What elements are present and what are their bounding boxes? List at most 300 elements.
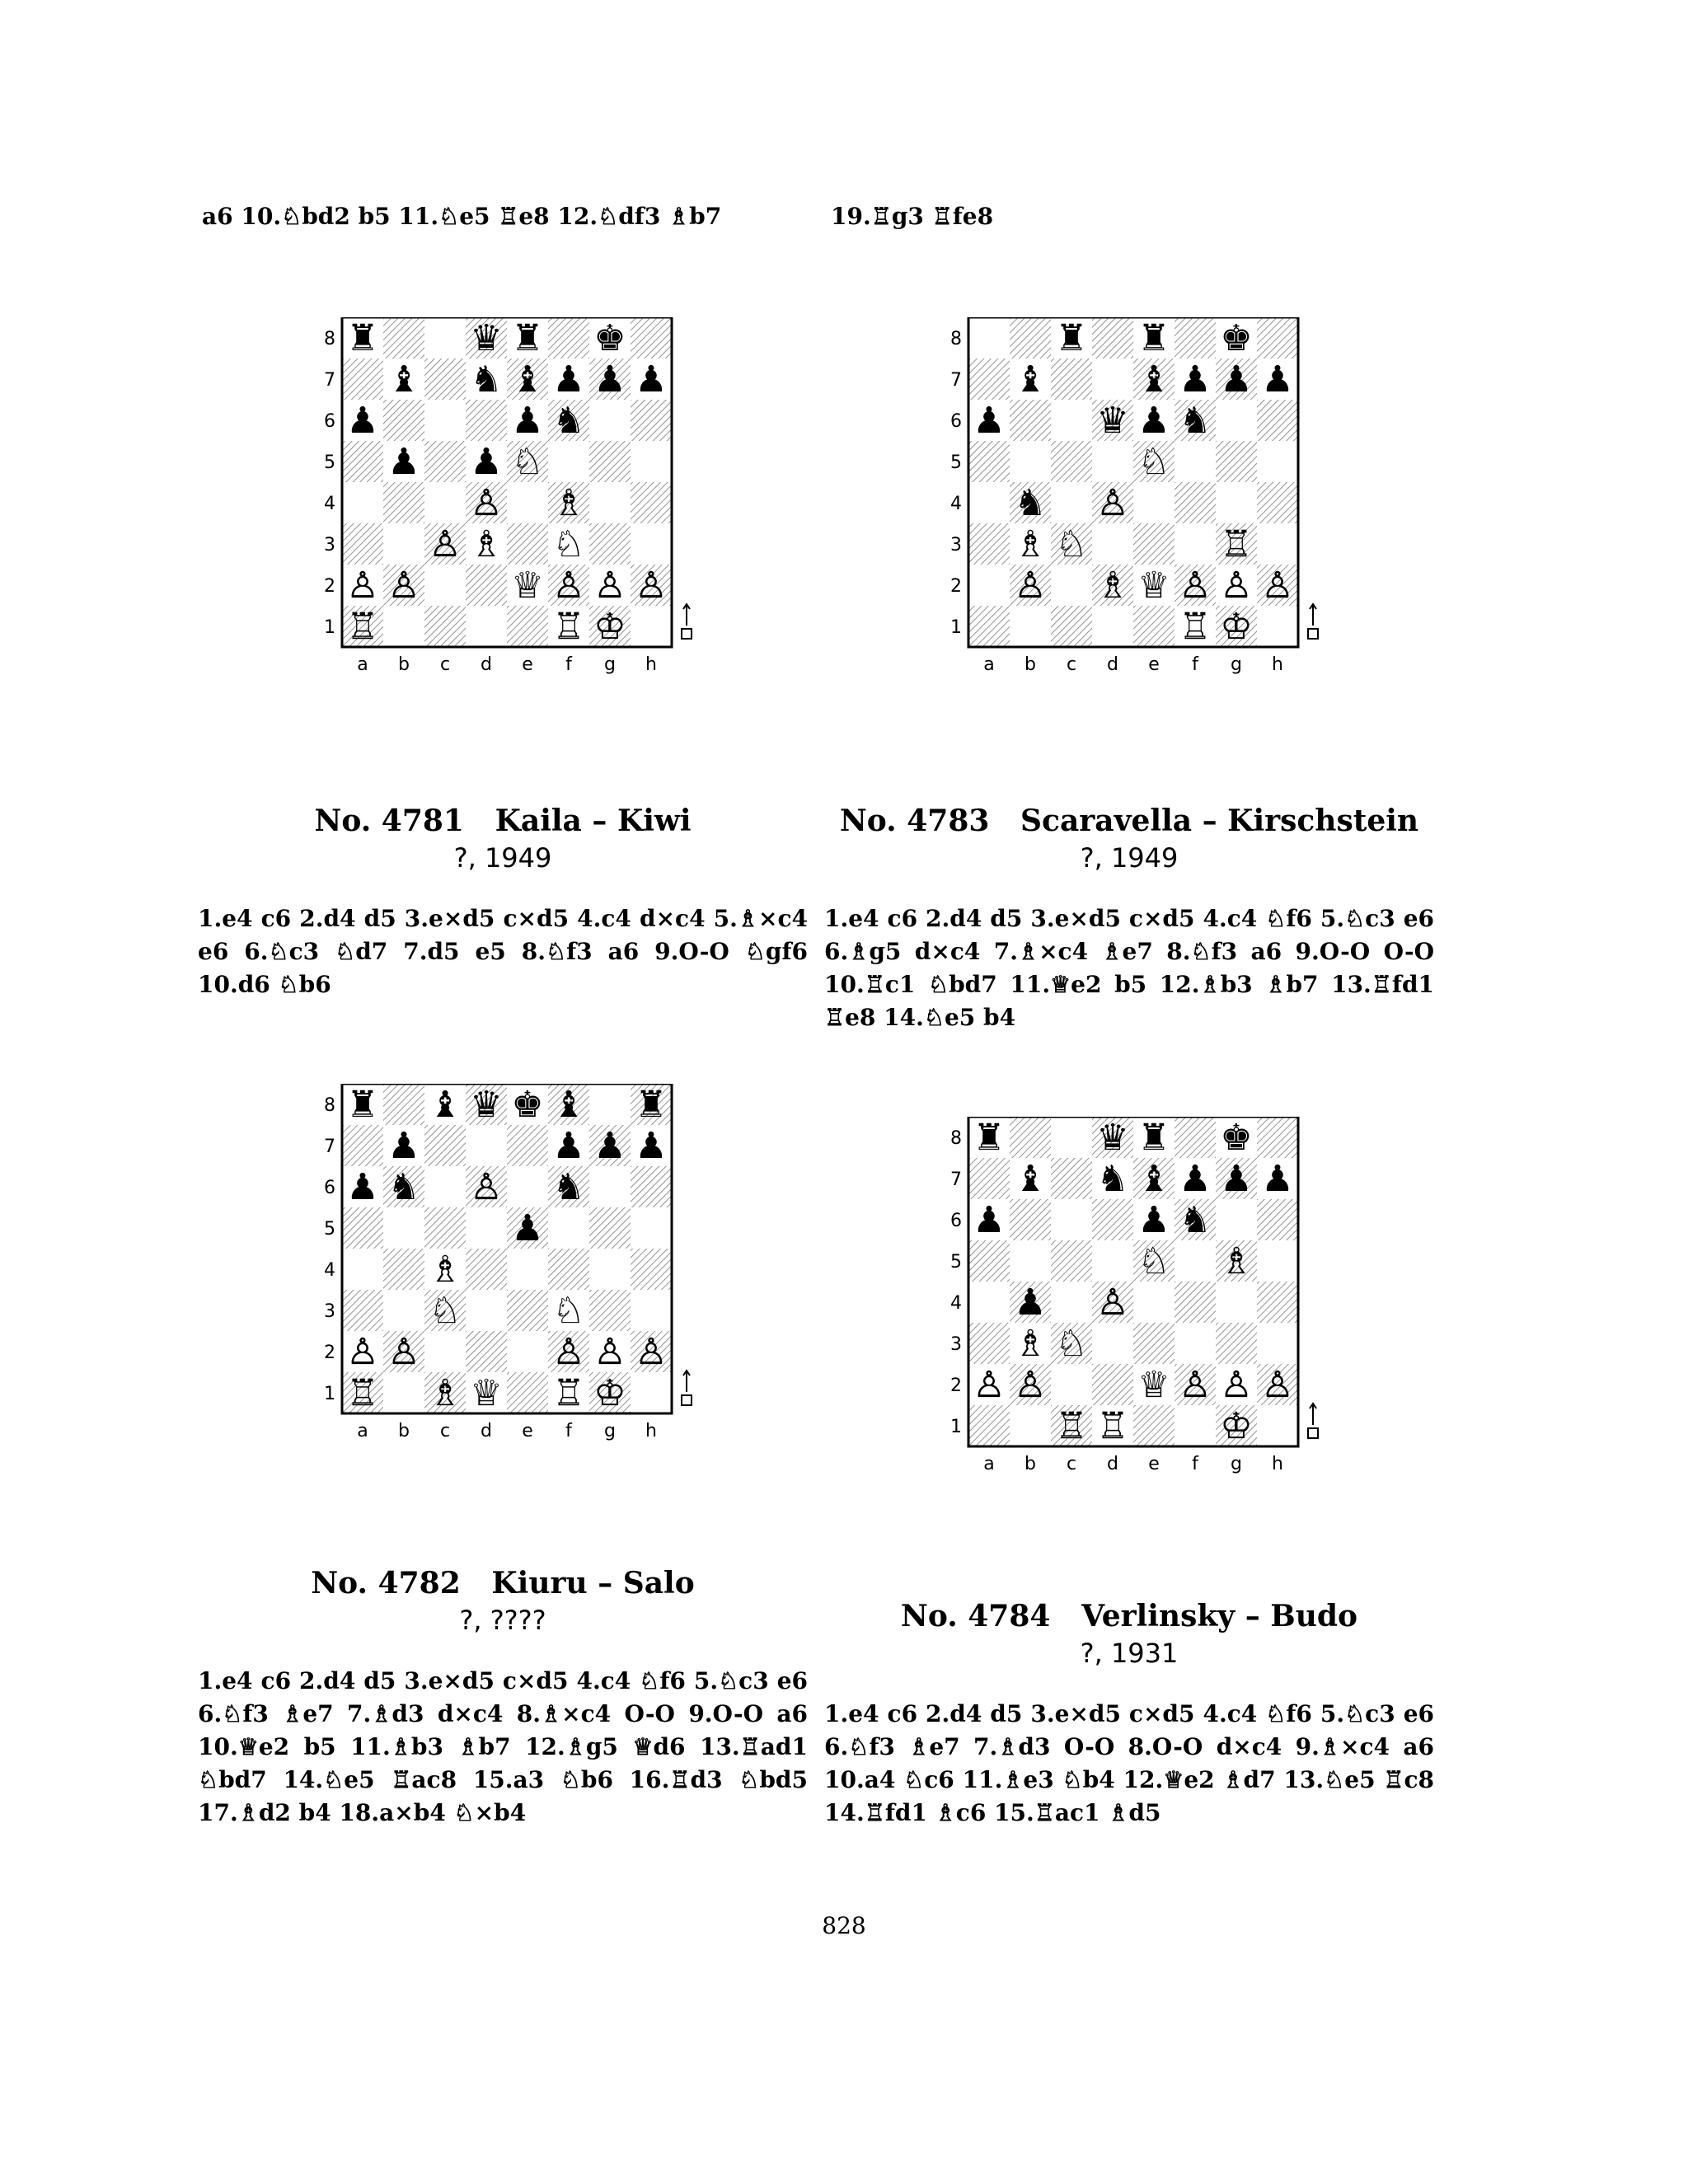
black-rook-icon: ♜ xyxy=(1137,317,1170,359)
board-square-d5 xyxy=(1092,1240,1133,1282)
game-title xyxy=(198,804,808,838)
file-label: h xyxy=(645,654,657,675)
file-label: a xyxy=(357,654,368,675)
board-square-b1 xyxy=(1010,1405,1051,1446)
board-square-d5 xyxy=(466,1207,507,1249)
chess-board xyxy=(948,1117,1327,1491)
board-square-h5 xyxy=(631,441,672,482)
board-square-c6 xyxy=(1051,400,1092,441)
white-pawn-icon: ♙ xyxy=(973,1364,1006,1406)
file-label: f xyxy=(565,654,572,675)
rank-label: 1 xyxy=(324,617,335,638)
white-pawn-icon: ♙ xyxy=(429,523,462,565)
board-square-g4 xyxy=(589,1249,631,1290)
white-to-move-icon xyxy=(682,1395,692,1405)
chess-board-diagram xyxy=(948,1117,1327,1488)
board-square-d2 xyxy=(466,1331,507,1372)
rank-label: 8 xyxy=(324,1095,335,1116)
board-square-g6 xyxy=(1216,400,1257,441)
board-square-g5 xyxy=(589,441,631,482)
white-rook-icon: ♖ xyxy=(1179,606,1212,648)
board-square-b3 xyxy=(383,523,424,565)
white-rook-icon: ♖ xyxy=(1220,523,1253,565)
board-square-a3 xyxy=(968,523,1010,565)
white-pawn-icon: ♙ xyxy=(1179,565,1212,607)
white-pawn-icon: ♙ xyxy=(346,565,379,607)
black-knight-icon: ♞ xyxy=(552,1166,585,1208)
black-pawn-icon: ♟ xyxy=(1137,1199,1170,1241)
board-square-f8 xyxy=(1175,317,1216,359)
file-label: a xyxy=(983,654,995,675)
board-square-a4 xyxy=(342,482,383,523)
rank-label: 1 xyxy=(324,1384,335,1404)
board-square-b1 xyxy=(383,606,424,647)
white-rook-icon: ♖ xyxy=(552,1372,585,1414)
white-pawn-icon: ♙ xyxy=(346,1331,379,1373)
board-square-b4 xyxy=(383,482,424,523)
game-players: Scaravella – Kirschstein xyxy=(1020,804,1419,838)
board-square-e4 xyxy=(507,1249,548,1290)
file-label: d xyxy=(481,1421,492,1441)
board-square-c4 xyxy=(1051,1282,1092,1323)
board-square-f8 xyxy=(1175,1117,1216,1158)
board-square-e2 xyxy=(507,1331,548,1372)
file-label: h xyxy=(645,1421,657,1441)
rank-label: 5 xyxy=(950,452,962,473)
board-square-e3 xyxy=(1133,1323,1175,1364)
board-square-b5 xyxy=(1010,1240,1051,1282)
game-moves: 1.e4 c6 2.d4 d5 3.e×d5 c×d5 4.c4 d×c4 5.♗×c4 e6 6.♘c3 ♘d7 7.d5 e5 8.♘f3 a6 9.O-O ♘gf6 10.d6 ♘b6 xyxy=(198,905,808,998)
board-square-h6 xyxy=(631,400,672,441)
white-to-move-icon xyxy=(1308,629,1318,639)
board-square-c5 xyxy=(424,1207,466,1249)
black-rook-icon: ♜ xyxy=(1137,1117,1170,1159)
board-square-d6 xyxy=(1092,1199,1133,1240)
white-pawn-icon: ♙ xyxy=(552,565,585,607)
white-knight-icon: ♘ xyxy=(1055,1323,1088,1365)
white-rook-icon: ♖ xyxy=(552,606,585,648)
board-square-h5 xyxy=(1257,441,1298,482)
rank-label: 5 xyxy=(324,1219,335,1240)
file-label: g xyxy=(1231,654,1242,675)
file-label: f xyxy=(1192,1454,1198,1474)
board-square-h6 xyxy=(1257,400,1298,441)
rank-label: 3 xyxy=(324,535,335,555)
board-square-a1 xyxy=(968,606,1010,647)
black-rook-icon: ♜ xyxy=(511,317,544,359)
white-queen-icon: ♕ xyxy=(1137,565,1170,607)
white-pawn-icon: ♙ xyxy=(1261,1364,1294,1406)
white-knight-icon: ♘ xyxy=(552,1290,585,1332)
white-pawn-icon: ♙ xyxy=(470,1166,503,1208)
file-label: e xyxy=(1148,654,1160,675)
game-meta: ?, 1949 xyxy=(1080,842,1179,874)
rank-label: 5 xyxy=(950,1252,962,1272)
white-pawn-icon: ♙ xyxy=(387,565,420,607)
board-square-e1 xyxy=(507,606,548,647)
white-pawn-icon: ♙ xyxy=(635,1331,668,1373)
black-pawn-icon: ♟ xyxy=(346,1166,379,1208)
white-bishop-icon: ♗ xyxy=(429,1372,462,1414)
board-square-c7 xyxy=(1051,1158,1092,1199)
board-square-g3 xyxy=(589,523,631,565)
rank-label: 1 xyxy=(950,617,962,638)
white-bishop-icon: ♗ xyxy=(1014,523,1047,565)
board-square-d4 xyxy=(466,1249,507,1290)
game-title xyxy=(198,1566,808,1601)
white-bishop-icon: ♗ xyxy=(429,1249,462,1291)
board-square-c8 xyxy=(424,317,466,359)
black-queen-icon: ♛ xyxy=(470,317,503,359)
board-square-a4 xyxy=(968,482,1010,523)
black-bishop-icon: ♝ xyxy=(1014,1158,1047,1200)
board-square-g3 xyxy=(589,1290,631,1331)
board-square-c6 xyxy=(1051,1199,1092,1240)
white-king-icon: ♔ xyxy=(593,1372,626,1414)
board-square-g3 xyxy=(1216,1323,1257,1364)
rank-label: 4 xyxy=(324,494,335,514)
white-king-icon: ♔ xyxy=(1220,1405,1253,1447)
board-square-c2 xyxy=(424,1331,466,1372)
board-square-b6 xyxy=(1010,400,1051,441)
white-bishop-icon: ♗ xyxy=(1014,1323,1047,1365)
white-pawn-icon: ♙ xyxy=(1096,482,1129,524)
white-pawn-icon: ♙ xyxy=(1220,565,1253,607)
board-square-a5 xyxy=(342,1207,383,1249)
board-square-h3 xyxy=(1257,523,1298,565)
file-label: b xyxy=(398,654,410,675)
board-square-f5 xyxy=(1175,1240,1216,1282)
board-square-a5 xyxy=(342,441,383,482)
board-square-c8 xyxy=(1051,1117,1092,1158)
rank-label: 6 xyxy=(324,1178,335,1198)
board-square-a7 xyxy=(968,359,1010,400)
board-square-f8 xyxy=(548,317,589,359)
white-pawn-icon: ♙ xyxy=(1014,565,1047,607)
game-moves: 1.e4 c6 2.d4 d5 3.e×d5 c×d5 4.c4 ♘f6 5.♘c3 e6 6.♘f3 ♗e7 7.♗d3 d×c4 8.♗×c4 O-O 9.O-O a6 10.♕e2 b5 11.♗b3 ♗b7 12.♗g5 ♕d6 13.♖ad1 ♘bd7 14.♘e5 ♖ac8 15.a3 ♘b6 16.♖d3 ♘bd5 17.♗d2 b4 18.a×b4 ♘×b4 xyxy=(198,1667,808,1826)
white-knight-icon: ♘ xyxy=(1055,523,1088,565)
black-king-icon: ♚ xyxy=(1220,317,1253,359)
board-square-d3 xyxy=(1092,523,1133,565)
rank-label: 2 xyxy=(950,1376,962,1396)
board-square-f3 xyxy=(1175,1323,1216,1364)
black-knight-icon: ♞ xyxy=(552,400,585,442)
black-bishop-icon: ♝ xyxy=(429,1084,462,1126)
board-square-b8 xyxy=(1010,317,1051,359)
file-label: c xyxy=(439,1421,451,1441)
board-square-g6 xyxy=(589,1166,631,1207)
board-square-b5 xyxy=(1010,441,1051,482)
file-label: c xyxy=(439,654,451,675)
board-square-c6 xyxy=(424,1166,466,1207)
rank-label: 8 xyxy=(950,1128,962,1149)
white-pawn-icon: ♙ xyxy=(387,1331,420,1373)
black-pawn-icon: ♟ xyxy=(1261,1158,1294,1200)
white-rook-icon: ♖ xyxy=(1055,1405,1088,1447)
board-square-h6 xyxy=(1257,1199,1298,1240)
rank-label: 6 xyxy=(950,411,962,432)
chess-board-diagram xyxy=(948,317,1327,688)
black-king-icon: ♚ xyxy=(511,1084,544,1126)
page-number: 828 xyxy=(822,1912,866,1939)
rank-label: 5 xyxy=(324,452,335,473)
board-square-c4 xyxy=(424,482,466,523)
board-square-g8 xyxy=(589,1084,631,1125)
rank-label: 1 xyxy=(950,1417,962,1437)
game-meta: ?, 1931 xyxy=(1080,1638,1179,1669)
rank-label: 8 xyxy=(950,329,962,349)
board-square-a2 xyxy=(968,565,1010,606)
board-square-b8 xyxy=(383,317,424,359)
white-bishop-icon: ♗ xyxy=(552,482,585,524)
board-square-b8 xyxy=(383,1084,424,1125)
black-rook-icon: ♜ xyxy=(635,1084,668,1126)
board-square-a4 xyxy=(342,1249,383,1290)
board-square-h3 xyxy=(631,523,672,565)
board-square-h1 xyxy=(631,1372,672,1413)
board-square-h4 xyxy=(631,482,672,523)
rank-label: 6 xyxy=(950,1211,962,1231)
black-knight-icon: ♞ xyxy=(387,1166,420,1208)
board-square-h4 xyxy=(1257,482,1298,523)
black-pawn-icon: ♟ xyxy=(552,1125,585,1167)
white-pawn-icon: ♙ xyxy=(1220,1364,1253,1406)
rank-label: 7 xyxy=(324,370,335,391)
board-square-h4 xyxy=(631,1249,672,1290)
board-square-g4 xyxy=(589,482,631,523)
black-pawn-icon: ♟ xyxy=(511,400,544,442)
arrow-up-icon xyxy=(1310,1404,1316,1425)
board-square-h8 xyxy=(631,317,672,359)
board-square-c4 xyxy=(1051,482,1092,523)
board-square-c7 xyxy=(424,359,466,400)
board-square-d5 xyxy=(1092,441,1133,482)
board-square-h8 xyxy=(1257,317,1298,359)
rank-label: 3 xyxy=(950,535,962,555)
black-pawn-icon: ♟ xyxy=(1220,359,1253,401)
white-knight-icon: ♘ xyxy=(429,1290,462,1332)
board-square-c2 xyxy=(1051,1364,1092,1405)
white-rook-icon: ♖ xyxy=(346,1372,379,1414)
chess-board xyxy=(948,317,1327,691)
white-pawn-icon: ♙ xyxy=(1014,1364,1047,1406)
file-label: c xyxy=(1066,654,1077,675)
board-square-h3 xyxy=(1257,1323,1298,1364)
game-meta: ?, ???? xyxy=(459,1605,546,1636)
board-square-g5 xyxy=(589,1207,631,1249)
white-pawn-icon: ♙ xyxy=(1179,1364,1212,1406)
file-label: d xyxy=(1107,1454,1118,1474)
black-pawn-icon: ♟ xyxy=(635,359,668,401)
black-queen-icon: ♛ xyxy=(1096,400,1129,442)
board-square-h4 xyxy=(1257,1282,1298,1323)
rank-label: 4 xyxy=(950,1293,962,1314)
file-label: f xyxy=(1192,654,1198,675)
rank-label: 3 xyxy=(324,1301,335,1322)
black-pawn-icon: ♟ xyxy=(593,1125,626,1167)
chess-board-diagram xyxy=(321,317,701,688)
black-pawn-icon: ♟ xyxy=(470,441,503,483)
file-label: c xyxy=(1066,1454,1077,1474)
file-label: b xyxy=(1025,654,1036,675)
board-square-h1 xyxy=(1257,1405,1298,1446)
rank-label: 2 xyxy=(324,576,335,597)
chess-board xyxy=(321,317,701,691)
white-knight-icon: ♘ xyxy=(552,523,585,565)
white-pawn-icon: ♙ xyxy=(552,1331,585,1373)
white-pawn-icon: ♙ xyxy=(593,565,626,607)
black-knight-icon: ♞ xyxy=(1096,1158,1129,1200)
black-queen-icon: ♛ xyxy=(470,1084,503,1126)
black-pawn-icon: ♟ xyxy=(387,441,420,483)
white-rook-icon: ♖ xyxy=(1096,1405,1129,1447)
board-square-e4 xyxy=(507,482,548,523)
board-square-c5 xyxy=(1051,441,1092,482)
board-square-c7 xyxy=(1051,359,1092,400)
file-label: a xyxy=(983,1454,995,1474)
game-meta: ?, 1949 xyxy=(453,842,552,874)
board-square-a4 xyxy=(968,1282,1010,1323)
white-bishop-icon: ♗ xyxy=(470,523,503,565)
black-rook-icon: ♜ xyxy=(973,1117,1006,1159)
file-label: f xyxy=(565,1421,572,1441)
previous-game-moves-left: a6 10.♘bd2 b5 11.♘e5 ♖e8 12.♘df3 ♗b7 xyxy=(202,203,722,230)
board-square-h1 xyxy=(1257,606,1298,647)
game-number: No. 4784 xyxy=(900,1599,1051,1633)
game-number: No. 4781 xyxy=(314,804,464,838)
black-bishop-icon: ♝ xyxy=(511,359,544,401)
white-queen-icon: ♕ xyxy=(511,565,544,607)
board-square-a3 xyxy=(342,523,383,565)
black-pawn-icon: ♟ xyxy=(1220,1158,1253,1200)
file-label: g xyxy=(604,654,616,675)
black-bishop-icon: ♝ xyxy=(1137,359,1170,401)
white-queen-icon: ♕ xyxy=(1137,1364,1170,1406)
file-label: g xyxy=(1231,1454,1242,1474)
board-square-b4 xyxy=(383,1249,424,1290)
black-bishop-icon: ♝ xyxy=(552,1084,585,1126)
board-square-c5 xyxy=(1051,1240,1092,1282)
black-rook-icon: ♜ xyxy=(1055,317,1088,359)
rank-label: 2 xyxy=(324,1343,335,1363)
white-knight-icon: ♘ xyxy=(1137,1240,1170,1282)
board-square-e7 xyxy=(507,1125,548,1166)
black-pawn-icon: ♟ xyxy=(1179,1158,1212,1200)
black-pawn-icon: ♟ xyxy=(1261,359,1294,401)
arrow-up-icon xyxy=(683,1371,690,1392)
board-square-d7 xyxy=(466,1125,507,1166)
board-square-d1 xyxy=(466,606,507,647)
black-king-icon: ♚ xyxy=(1220,1117,1253,1159)
game-title xyxy=(824,1599,1434,1633)
board-square-a3 xyxy=(968,1323,1010,1364)
white-pawn-icon: ♙ xyxy=(635,565,668,607)
black-queen-icon: ♛ xyxy=(1096,1117,1129,1159)
board-square-e3 xyxy=(1133,523,1175,565)
file-label: b xyxy=(398,1421,410,1441)
rank-label: 4 xyxy=(950,494,962,514)
board-square-b1 xyxy=(1010,606,1051,647)
rank-label: 7 xyxy=(950,1169,962,1190)
black-pawn-icon: ♟ xyxy=(387,1125,420,1167)
black-rook-icon: ♜ xyxy=(346,1084,379,1126)
white-pawn-icon: ♙ xyxy=(593,1331,626,1373)
board-square-b8 xyxy=(1010,1117,1051,1158)
board-square-h8 xyxy=(1257,1117,1298,1158)
board-square-g6 xyxy=(589,400,631,441)
file-label: e xyxy=(522,654,533,675)
rank-label: 7 xyxy=(950,370,962,391)
arrow-up-icon xyxy=(1310,604,1316,626)
rank-label: 4 xyxy=(324,1260,335,1281)
game-moves: 1.e4 c6 2.d4 d5 3.e×d5 c×d5 4.c4 ♘f6 5.♘c3 e6 6.♘f3 ♗e7 7.♗d3 O-O 8.O-O d×c4 9.♗×c4 a6 10.a4 ♘c6 11.♗e3 ♘b4 12.♕e2 ♗d7 13.♘e5 ♖c8 14.♖fd1 ♗c6 15.♖ac1 ♗d5 xyxy=(824,1700,1434,1826)
white-queen-icon: ♕ xyxy=(470,1372,503,1414)
board-square-d6 xyxy=(466,400,507,441)
black-pawn-icon: ♟ xyxy=(1179,359,1212,401)
board-square-d2 xyxy=(1092,1364,1133,1405)
game-players: Kiuru – Salo xyxy=(491,1566,695,1601)
board-square-h1 xyxy=(631,606,672,647)
black-bishop-icon: ♝ xyxy=(1137,1158,1170,1200)
black-pawn-icon: ♟ xyxy=(1137,400,1170,442)
board-square-b6 xyxy=(1010,1199,1051,1240)
white-to-move-icon xyxy=(682,629,692,639)
black-pawn-icon: ♟ xyxy=(593,359,626,401)
board-square-d3 xyxy=(466,1290,507,1331)
board-square-d8 xyxy=(1092,317,1133,359)
black-pawn-icon: ♟ xyxy=(973,400,1006,442)
white-king-icon: ♔ xyxy=(1220,606,1253,648)
board-square-e3 xyxy=(507,1290,548,1331)
board-square-c1 xyxy=(424,606,466,647)
board-square-a7 xyxy=(342,359,383,400)
black-knight-icon: ♞ xyxy=(1014,482,1047,524)
black-knight-icon: ♞ xyxy=(1179,400,1212,442)
board-square-f3 xyxy=(1175,523,1216,565)
board-square-c1 xyxy=(1051,606,1092,647)
file-label: h xyxy=(1272,1454,1283,1474)
black-knight-icon: ♞ xyxy=(1179,1199,1212,1241)
board-square-c2 xyxy=(1051,565,1092,606)
chess-board xyxy=(321,1084,701,1458)
game-title xyxy=(824,804,1434,838)
rank-label: 6 xyxy=(324,411,335,432)
white-knight-icon: ♘ xyxy=(511,441,544,483)
board-square-c2 xyxy=(424,565,466,606)
file-label: h xyxy=(1272,654,1283,675)
rank-label: 7 xyxy=(324,1137,335,1157)
black-rook-icon: ♜ xyxy=(346,317,379,359)
board-square-d3 xyxy=(1092,1323,1133,1364)
board-square-a3 xyxy=(342,1290,383,1331)
board-square-a5 xyxy=(968,441,1010,482)
white-knight-icon: ♘ xyxy=(1137,441,1170,483)
white-king-icon: ♔ xyxy=(593,606,626,648)
board-square-g5 xyxy=(1216,441,1257,482)
board-square-b5 xyxy=(383,1207,424,1249)
board-square-h6 xyxy=(631,1166,672,1207)
black-pawn-icon: ♟ xyxy=(511,1207,544,1249)
board-square-f1 xyxy=(1175,1405,1216,1446)
board-square-c7 xyxy=(424,1125,466,1166)
board-square-a7 xyxy=(342,1125,383,1166)
white-rook-icon: ♖ xyxy=(346,606,379,648)
black-pawn-icon: ♟ xyxy=(635,1125,668,1167)
rank-label: 8 xyxy=(324,329,335,349)
rank-label: 2 xyxy=(950,576,962,597)
white-to-move-icon xyxy=(1308,1428,1318,1438)
board-square-a7 xyxy=(968,1158,1010,1199)
